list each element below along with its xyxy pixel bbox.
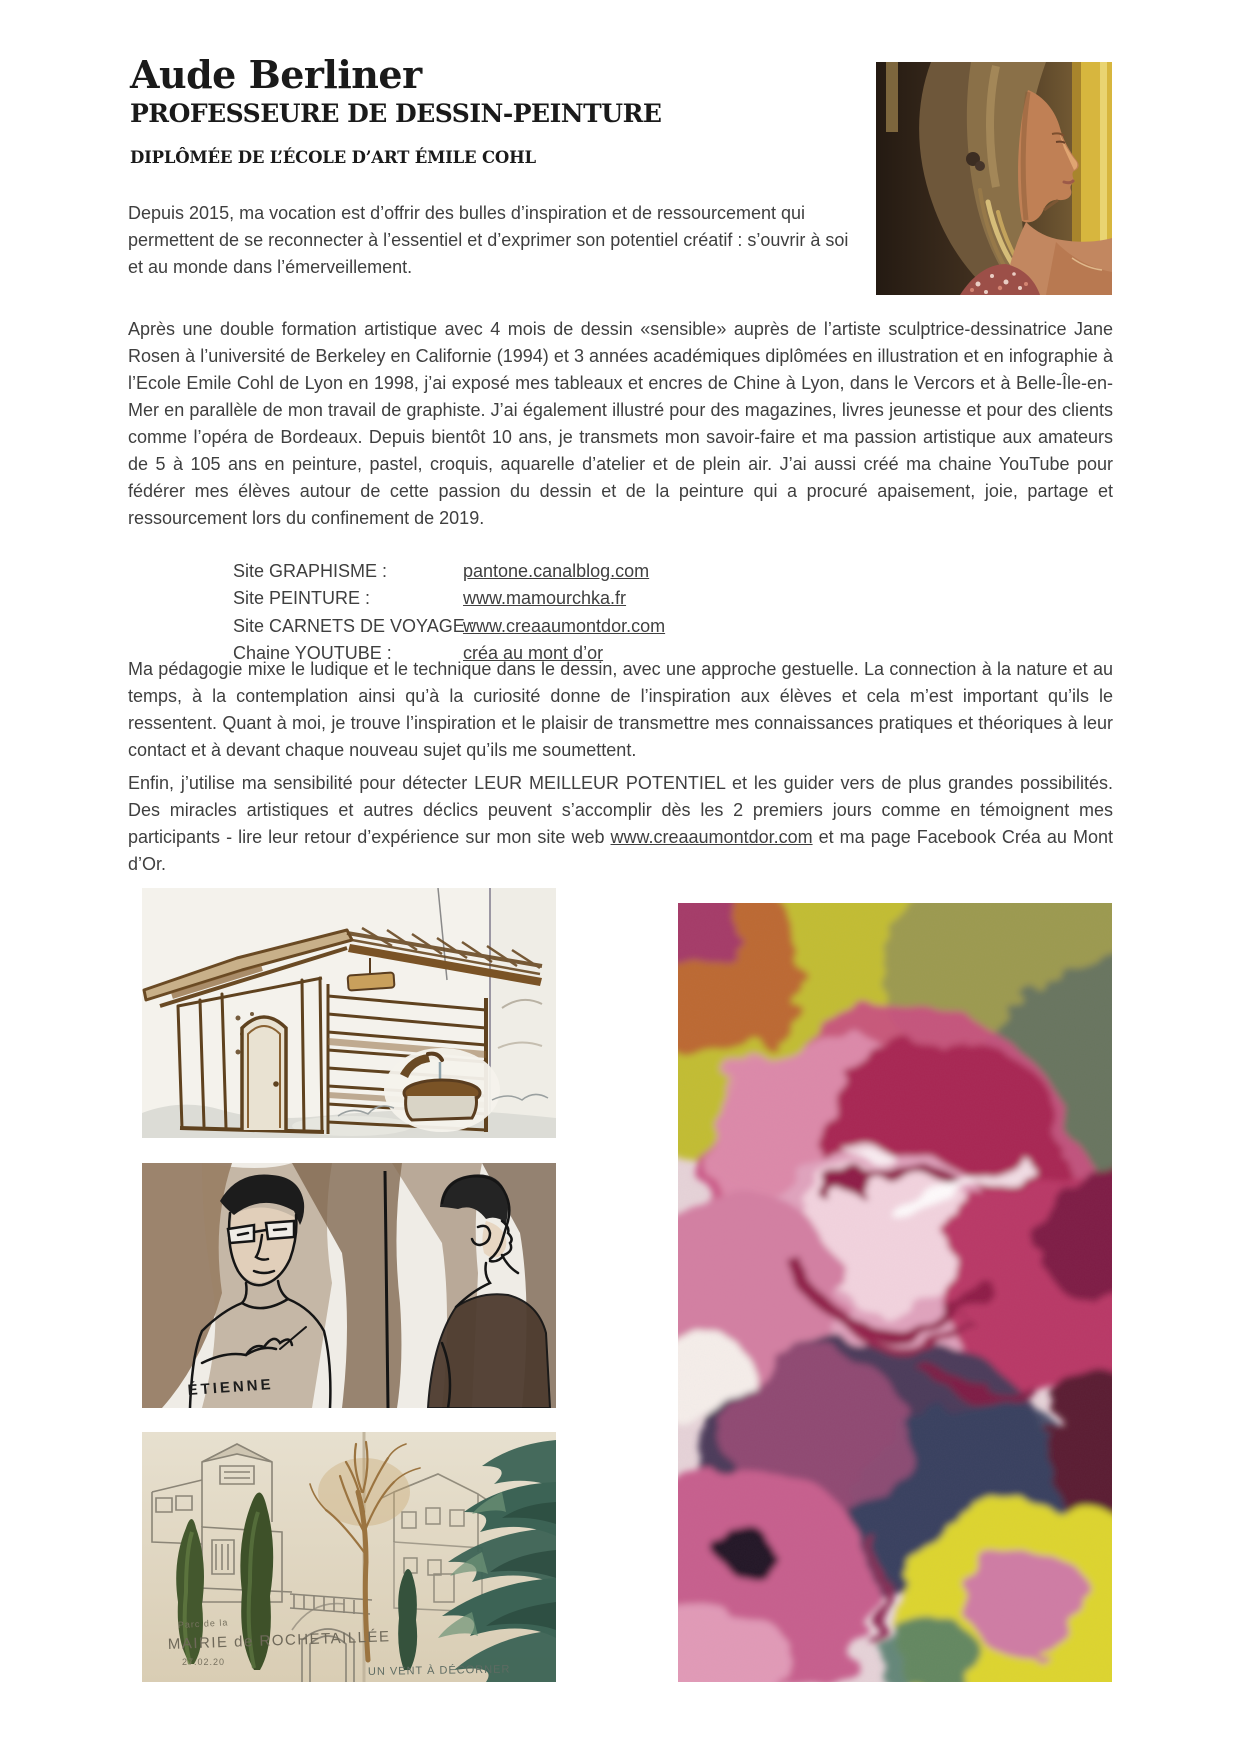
landscape-sketch-art xyxy=(142,1432,556,1682)
hanging-sign xyxy=(348,972,395,990)
diploma-line: DIPLÔMÉE DE L’ÉCOLE D’ART ÉMILE COHL xyxy=(130,148,536,167)
closing-text-2: et ma page Facebook Créa au Mont d’Or. xyxy=(128,827,1113,874)
closing-text-1: Enfin, j’utilise ma sensibilité pour détecter LEUR MEILLEUR POTENTIEL et les guider vers de plus grandes possibilités. Des miracles artistiques et autres déclics peuvent s’accomplir dès les 2 premiers jours comme en témoignent mes participants - lire leur retour d’expérience sur mon site web xyxy=(128,773,1113,847)
portrait-photo xyxy=(876,62,1112,295)
handwritten-date-label: 27.02.20 xyxy=(182,1657,226,1667)
bio-paragraph: Après une double formation artistique avec 4 mois de dessin «sensible» auprès de l’artiste sculptrice-dessinatrice Jane Rosen à l’université de Berkeley en Californie (1994) et 3 années académiques diplômées en illustration et en infographie à l’Ecole Emile Cohl de Lyon en 1998, j’ai exposé mes tableaux et encres de Chine à Lyon, dans le Vercors et à Belle-Île-en-Mer en parallèle de mon travail de graphiste. J’ai également illustré pour des magazines, livres jeunesse et pour des clients comme l’opéra de Bordeaux. Depuis bientôt 10 ans, je transmets mon savoir-faire et ma passion artistique aux amateurs de 5 à 105 ans en peinture, pastel, croquis, aquarelle d’atelier et de plein air. J’ai aussi créé ma chaine YouTube pour fédérer mes élèves autour de cette passion du dessin et de la peinture qui a procuré apaisement, joie, partage et ressourcement lors du confinement de 2019. xyxy=(128,319,1113,528)
link-label: Site GRAPHISME : xyxy=(233,561,388,581)
link-row-carnets xyxy=(233,613,665,640)
closing-paragraph xyxy=(128,770,1113,878)
link-url-peinture[interactable]: www.mamourchka.fr xyxy=(463,588,627,609)
link-label: Chaine YOUTUBE : xyxy=(233,643,392,664)
cabin-ink-sketch xyxy=(142,888,556,1138)
link-url-graphisme[interactable]: pantone.canalblog.com xyxy=(463,561,650,581)
handwritten-note-label: UN VENT À DÉCORNER xyxy=(367,1663,511,1678)
link-label: Site PEINTURE : xyxy=(233,588,371,609)
link-row-graphisme xyxy=(233,558,665,585)
pedagogy-paragraph: Ma pédagogie mixe le ludique et le technique dans le dessin, avec une approche gestuelle. La connection à la nature et au temps, à la contemplation ainsi qu’à la curiosité donne de l’inspiration aux élèves et cela m’est important qu’ils le ressentent. Quant à moi, je trouve l’inspiration et le plaisir de transmettre mes connaissances pratiques et théoriques à leur contact et à devant chaque nouveau sujet qu’ils me soumettent. xyxy=(128,659,1113,760)
portraits-sketch-art xyxy=(142,1163,556,1408)
links-list xyxy=(233,558,665,668)
portrait-photo-art xyxy=(876,62,1112,295)
closing-website-link[interactable]: www.creaaumontdor.com xyxy=(610,827,813,847)
flower-painting-art xyxy=(678,903,1112,1682)
link-url-carnets[interactable]: www.creaaumontdor.com xyxy=(463,615,666,636)
link-label: Site CARNETS DE VOYAGE : xyxy=(233,615,475,636)
flower-watercolor-painting xyxy=(678,903,1112,1682)
page-title: Aude Berliner xyxy=(130,52,422,97)
handwritten-park-label: Parc de la xyxy=(177,1617,229,1630)
handwritten-name-etienne: ÉTIENNE xyxy=(187,1376,275,1399)
landscape-watercolor-sketch xyxy=(142,1432,556,1682)
role-subtitle: PROFESSEURE DE DESSIN-PEINTURE xyxy=(130,99,662,128)
cabin-sketch-art xyxy=(142,888,556,1138)
link-url-youtube[interactable]: créa au mont d’or xyxy=(463,643,604,664)
portraits-ink-sketch xyxy=(142,1163,556,1408)
link-row-peinture xyxy=(233,585,665,612)
intro-paragraph: Depuis 2015, ma vocation est d’offrir des bulles d’inspiration et de ressourcement qui permettent de se reconnecter à l’essentiel et d’exprimer son potentiel créatif : s’ouvrir à soi et au monde dans l’émerveillement. xyxy=(128,203,849,277)
handwritten-place-label: MAIRIE de ROCHETAILLÉE xyxy=(167,1628,391,1653)
